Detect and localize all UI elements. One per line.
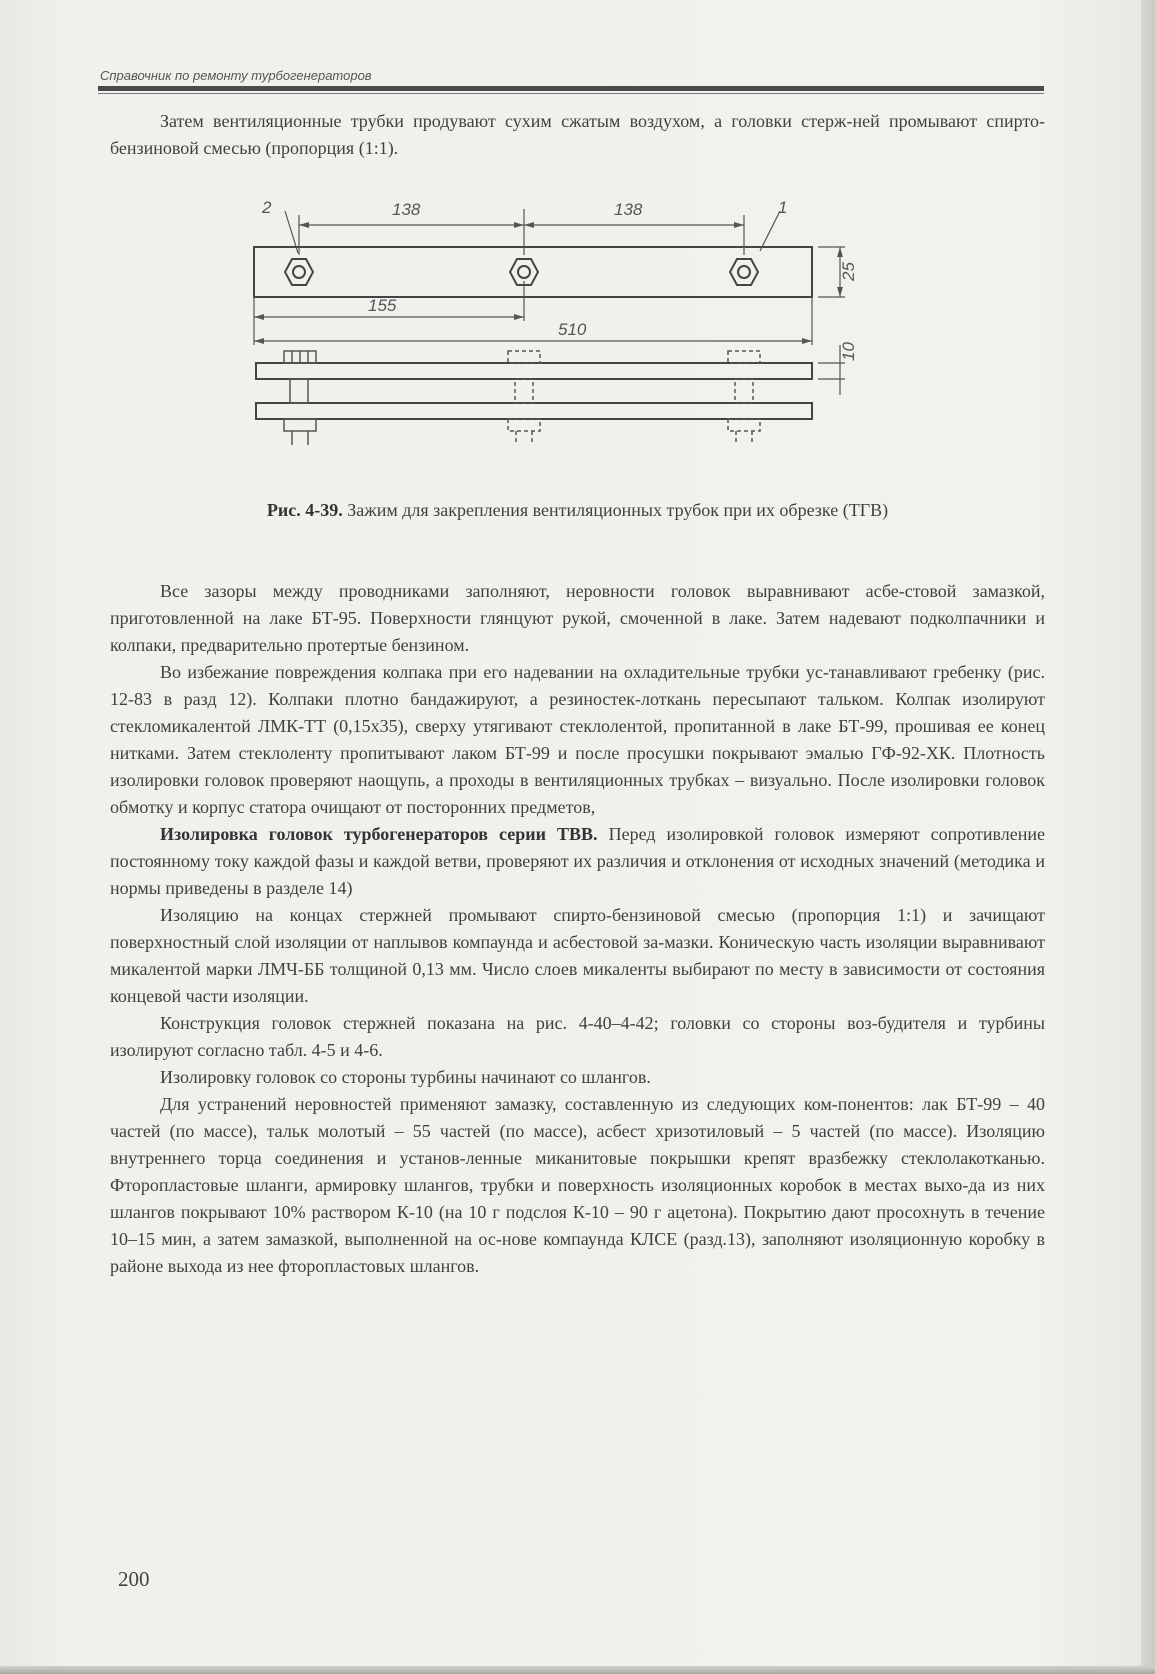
figure-number: Рис. 4-39. bbox=[266, 500, 343, 520]
paragraph: Все зазоры между проводниками заполняют, неровности головок выравнивают асбе-стовой замазкой, приготовленной на лаке БТ-95. Поверхности глянцуют рукой, смоченной в лаке. Затем надевают подколпачники и колпаки, предварительно протертые бензином. bbox=[110, 581, 1045, 655]
paragraph-tvv bbox=[110, 821, 1045, 902]
fig-mark-2: 2 bbox=[262, 198, 272, 217]
running-head: Справочник по ремонту турбогенераторов bbox=[100, 68, 372, 83]
hex-bolt-left bbox=[285, 259, 313, 285]
dim-138-right: 138 bbox=[614, 200, 643, 219]
figure-caption bbox=[150, 497, 1005, 523]
paragraph: Изоляцию на концах стержней промывают спирто-бензиновой смесью (пропорция 1:1) и зачищают поверхностный слой изоляции от наплывов компаунда и асбестовой за-мазки. Коническую часть изоляции выравнивают микалентой марки ЛМЧ-ББ толщиной 0,13 мм. Число слоев микаленты выбирают по месту в зависимости от состояния концевой части изоляции. bbox=[110, 905, 1045, 1006]
bolt-side-right bbox=[728, 351, 760, 445]
hex-bolt-right bbox=[730, 259, 758, 285]
clamp-drawing bbox=[240, 195, 900, 495]
dim-138-left: 138 bbox=[392, 200, 421, 219]
intro-text-block bbox=[110, 108, 1045, 162]
intro-paragraph: Затем вентиляционные трубки продувают сухим сжатым воздухом, а головки стерж-ней промывают спирто-бензиновой смесью (пропорция (1:1). bbox=[110, 111, 1045, 158]
paragraph: Изолировку головок со стороны турбины начинают со шлангов. bbox=[160, 1067, 651, 1087]
bolt-side-center bbox=[508, 351, 540, 445]
page-bottom-edge bbox=[0, 1666, 1155, 1674]
clamp-bar-lower-side bbox=[256, 403, 812, 419]
page-right-edge bbox=[1141, 0, 1155, 1674]
paragraph: Для устранений неровностей применяют замазку, составленную из следующих ком-понентов: лак БТ-99 – 40 частей (по массе), тальк молотый – 55 частей (по массе), асбест хризотиловый – 5 частей (по массе). Изоляцию внутреннего торца соединения и установ-ленные миканитовые покрышки крепят вразбежку стеклолакотканью. Фторопластовые шланги, армировку шлангов, трубки и поверхность изоляционных коробок в местах выхо-да из них шлангов покрывают 10% раствором К-10 (на 10 г подслоя К-10 – 90 г ацетона). Покрытию дают просохнуть в течение 10–15 мин, а затем замазкой, выполненной на ос-нове компаунда КЛСЕ (разд.13), заполняют изоляционную коробку в районе выхода из нее фторопластовых шлангов. bbox=[110, 1094, 1045, 1276]
figure-caption-text: Зажим для закрепления вентиляционных трубок при их обрезке (ТГВ) bbox=[342, 500, 889, 520]
dim-155: 155 bbox=[368, 296, 397, 315]
dim-25: 25 bbox=[839, 262, 858, 281]
page-number: 200 bbox=[118, 1567, 150, 1591]
header-rule bbox=[98, 86, 1044, 91]
paragraph: Во избежание повреждения колпака при его надевании на охладительные трубки ус-танавливают гребенку (рис. 12-83 в разд 12). Колпаки плотно бандажируют, а резиностек-лоткань пересыпают тальком. Колпак изолируют стекломикалентой ЛМК-ТТ (0,15х35), сверху утягивают стеклолентой, пропитанной в лаке БТ-99, прошивая ее конец нитками. Затем стеклоленту пропитывают лаком БТ-99 и после просушки покрывают эмалью ГФ-92-ХК. Плотность изолировки головок проверяют наощупь, а проходы в вентиляционных трубках – визуально. После изолировки головок обмотку и корпус статора очищают от посторонних предметов, bbox=[110, 662, 1045, 817]
clamp-bar-upper-side bbox=[256, 363, 812, 379]
clamp-bar-top-view bbox=[254, 247, 812, 297]
fig-mark-1: 1 bbox=[778, 198, 788, 217]
paragraph: Конструкция головок стержней показана на рис. 4-40–4-42; головки со стороны воз-будителя и турбины изолируют согласно табл. 4-5 и 4-6. bbox=[110, 1013, 1045, 1060]
dim-510: 510 bbox=[558, 320, 587, 339]
paragraph-tvv-text: Перед изолировкой головок измеряют сопротивление постоянному току каждой фазы и каждой ветви, проверяют их различия и отклонения от исходных значений (методика и нормы приведены в разделе 14) bbox=[110, 824, 1046, 898]
bolt-side-left bbox=[284, 351, 316, 445]
dim-10: 10 bbox=[839, 342, 858, 361]
header-rule-thin bbox=[98, 93, 1044, 94]
section-run-in-heading: Изолировка головок турбогенераторов серии ТВВ. bbox=[160, 824, 598, 844]
body-text bbox=[110, 578, 1045, 1280]
